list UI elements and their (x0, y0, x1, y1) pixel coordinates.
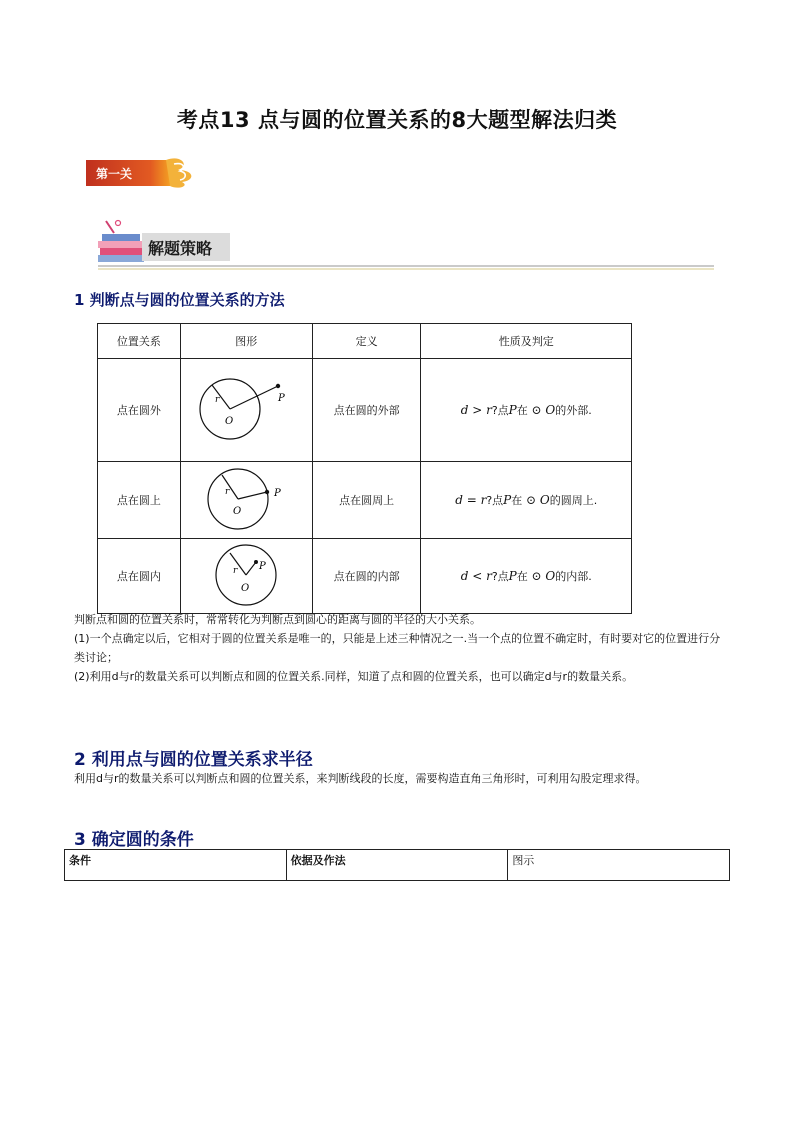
relation-cell: 点在圆内 (98, 539, 181, 614)
definition-cell: 点在圆周上 (312, 462, 421, 539)
relation-cell: 点在圆上 (98, 462, 181, 539)
center-label: O (241, 582, 250, 594)
header-cell: 性质及判定 (421, 324, 632, 359)
criterion-formula: d = r?点P在 ⊙ O的圆周上. (455, 493, 598, 507)
definition-cell: 点在圆的内部 (312, 539, 421, 614)
note-line: (2)利用d与r的数量关系可以判断点和圆的位置关系.同样，知道了点和圆的位置关系，也可以确定d与r的数量关系。 (74, 670, 634, 683)
criterion-formula: d < r?点P在 ⊙ O的内部. (460, 569, 592, 583)
criterion-cell (421, 462, 632, 539)
page-title: 考点13 点与圆的位置关系的8大题型解法归类 (176, 108, 618, 132)
books-icon (98, 221, 144, 263)
section1-notes (74, 610, 724, 686)
center-label: O (233, 505, 242, 517)
header-cell: 定义 (312, 324, 421, 359)
banner-label: 第一关 (96, 167, 133, 181)
header-cell: 图形 (180, 324, 312, 359)
point-inside-figure (198, 543, 294, 607)
criterion-cell (421, 359, 632, 462)
radius-label: r (233, 565, 238, 576)
point-on-figure (198, 466, 294, 532)
radius-label: r (225, 486, 230, 497)
point-outside-figure (194, 373, 298, 445)
section3-heading: 3 确定圆的条件 (74, 830, 194, 850)
section2-text: 利用d与r的数量关系可以判断点和圆的位置关系，来判断线段的长度，需要构造直角三角形时，可利用勾股定理求得。 (74, 772, 647, 785)
figure-cell (180, 359, 312, 462)
point-label: P (274, 487, 281, 499)
table-row (98, 462, 632, 539)
relation-cell: 点在圆外 (98, 359, 181, 462)
table-header-row (65, 850, 730, 881)
header-cell: 图示 (508, 850, 730, 881)
point-label: P (259, 560, 266, 572)
position-relation-table (97, 323, 632, 614)
circle-conditions-table (64, 849, 730, 881)
strategy-label: 解题策略 (148, 239, 213, 258)
note-line: (1)一个点确定以后，它相对于圆的位置关系是唯一的，只能是上述三种情况之一.当一个点的位置不确定时，有时要对它的位置进行分类讨论； (74, 632, 721, 664)
section2-heading: 2 利用点与圆的位置关系求半径 (74, 750, 313, 770)
header-cell: 位置关系 (98, 324, 181, 359)
table-row (98, 359, 632, 462)
radius-label: r (215, 394, 220, 405)
level-banner (86, 156, 198, 188)
header-cell: 条件 (65, 850, 287, 881)
definition-cell: 点在圆的外部 (312, 359, 421, 462)
point-label: P (278, 392, 285, 404)
figure-cell (180, 462, 312, 539)
table-row (98, 539, 632, 614)
center-label: O (225, 415, 234, 427)
section1-heading: 1 判断点与圆的位置关系的方法 (74, 291, 285, 309)
figure-cell (180, 539, 312, 614)
table-header-row (98, 324, 632, 359)
header-cell: 依据及作法 (286, 850, 508, 881)
note-line: 判断点和圆的位置关系时，常常转化为判断点到圆心的距离与圆的半径的大小关系。 (74, 613, 481, 626)
criterion-cell (421, 539, 632, 614)
criterion-formula: d > r?点P在 ⊙ O的外部. (460, 403, 592, 417)
strategy-header (96, 219, 716, 271)
